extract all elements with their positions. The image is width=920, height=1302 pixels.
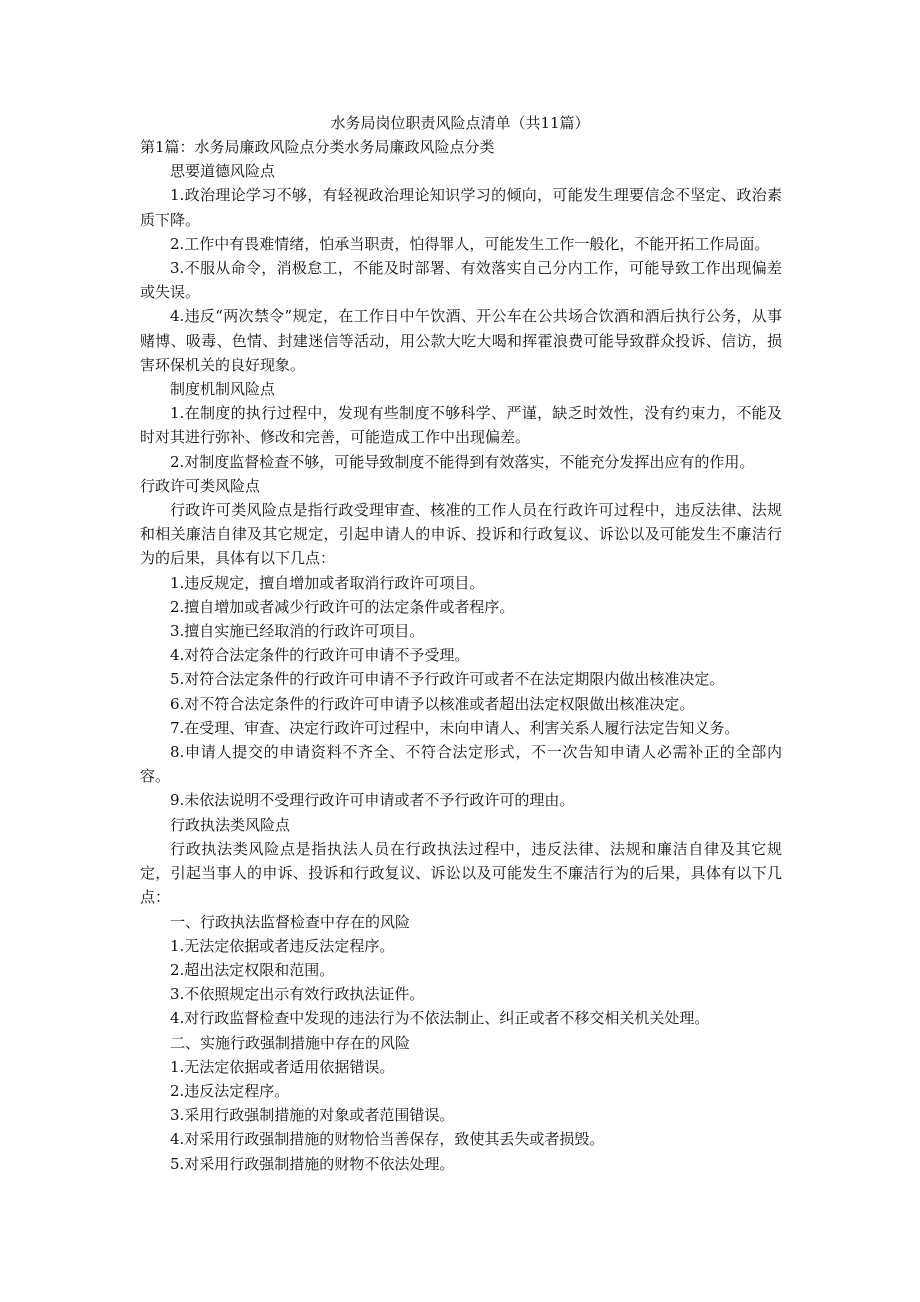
paragraph: 4.对行政监督检查中发现的违法行为不依法制止、纠正或者不移交相关机关处理。 (170, 1009, 710, 1028)
paragraph: 2.违反法定程序。 (170, 1081, 290, 1100)
paragraph: 6.对不符合法定条件的行政许可申请予以核准或者超出法定权限做出核准决定。 (170, 694, 695, 713)
paragraph: 5.对采用行政强制措施的财物不依法处理。 (170, 1154, 455, 1173)
paragraph: 一、行政执法监督检查中存在的风险 (170, 912, 411, 931)
paragraph: 1.政治理论学习不够，有轻视政治理论知识学习的倾向，可能发生理要信念不坚定、政治素质下降。 (140, 186, 782, 229)
paragraph: 行政执法类风险点是指执法人员在行政执法过程中，违反法律、法规和廉洁自律及其它规定，引起当事人的申诉、投诉和行政复议、诉讼以及可能发生不廉洁行为的后果，具体有以下几点： (140, 839, 782, 907)
paragraph: 2.擅自增加或者减少行政许可的法定条件或者程序。 (170, 597, 515, 616)
paragraph: 1.无法定依据或者违反法定程序。 (170, 936, 395, 955)
paragraph: 2.工作中有畏难情绪，怕承当职责，怕得罪人，可能发生工作一般化，不能开拓工作局面。 (170, 234, 770, 253)
paragraph: 4.对采用行政强制措施的财物恰当善保存，致使其丢失或者损毁。 (170, 1130, 605, 1149)
paragraph: 4.对符合法定条件的行政许可申请不予受理。 (170, 646, 470, 665)
chapter-heading: 第1篇：水务局廉政风险点分类水务局廉政风险点分类 (140, 138, 495, 156)
section-heading: 行政许可类风险点 (140, 476, 261, 495)
section-heading: 行政执法类风险点 (170, 815, 291, 834)
section-heading: 思要道德风险点 (170, 162, 276, 181)
paragraph: 8.申请人提交的申请资料不齐全、不符合法定形式，不一次告知申请人必需补正的全部内容。 (140, 743, 782, 786)
paragraph: 3.擅自实施已经取消的行政许可项目。 (170, 622, 425, 641)
paragraph: 2.超出法定权限和范围。 (170, 960, 335, 979)
document-title: 水务局岗位职责风险点清单（共11篇） (330, 114, 590, 132)
paragraph: 2.对制度监督检查不够，可能导致制度不能得到有效落实，不能充分发挥出应有的作用。 (170, 452, 755, 471)
paragraph-list (140, 159, 782, 1176)
paragraph: 5.对符合法定条件的行政许可申请不予行政许可或者不在法定期限内做出核准决定。 (170, 670, 725, 689)
paragraph: 3.不服从命令，消极怠工，不能及时部署、有效落实自己分内工作，可能导致工作出现偏差或失误。 (140, 259, 782, 302)
paragraph: 行政许可类风险点是指行政受理审查、核准的工作人员在行政许可过程中，违反法律、法规和相关廉洁自律及其它规定，引起申请人的申诉、投诉和行政复议、诉讼以及可能发生不廉洁行为的后果，具体有以下几点： (140, 501, 782, 568)
document-body (140, 135, 782, 1176)
paragraph: 3.不依照规定出示有效行政执法证件。 (170, 985, 425, 1004)
paragraph: 4.违反“两次禁令”规定，在工作日中午饮酒、开公车在公共场合饮酒和酒后执行公务，从事赌博、吸毒、色情、封建迷信等活动，用公款大吃大喝和挥霍浪费可能导致群众投诉、信访，损害环保机关的良好现象。 (140, 307, 782, 374)
paragraph: 1.在制度的执行过程中，发现有些制度不够科学、严谨，缺乏时效性，没有约束力，不能及时对其进行弥补、修改和完善，可能造成工作中出现偏差。 (140, 404, 782, 447)
paragraph: 9.未依法说明不受理行政许可申请或者不予行政许可的理由。 (170, 791, 575, 810)
paragraph: 7.在受理、审查、决定行政许可过程中，未向申请人、利害关系人履行法定告知义务。 (170, 718, 740, 737)
paragraph: 二、实施行政强制措施中存在的风险 (170, 1033, 411, 1052)
paragraph: 1.无法定依据或者适用依据错误。 (170, 1057, 395, 1076)
section-heading: 制度机制风险点 (170, 380, 276, 399)
paragraph: 3.采用行政强制措施的对象或者范围错误。 (170, 1106, 455, 1125)
paragraph: 1.违反规定，擅自增加或者取消行政许可项目。 (170, 573, 485, 592)
